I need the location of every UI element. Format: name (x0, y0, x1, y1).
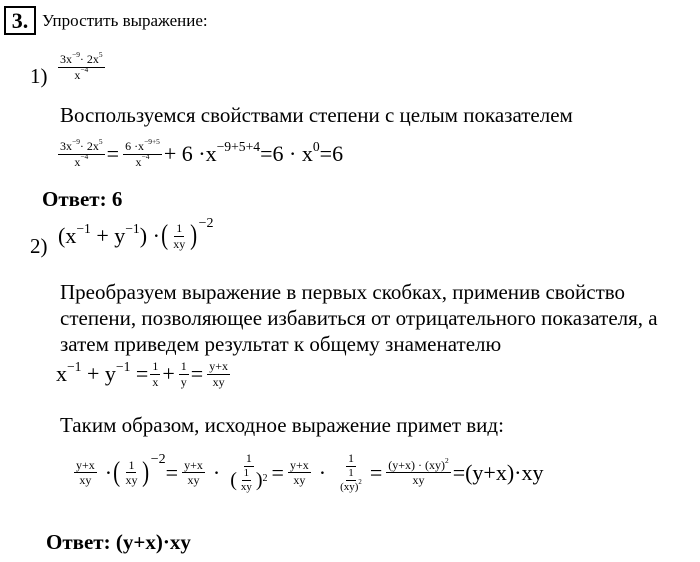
part1-explanation: Воспользуемся свойствами степени с целым показателем (60, 103, 573, 127)
part2-label: 2) (30, 234, 48, 258)
part2-text-line-2: степени, позволяющее избавиться от отрицательного показателя, а (60, 306, 658, 330)
part2-text-line-1: Преобразуем выражение в первых скобках, применив свойство (60, 280, 626, 304)
part2-text-line-3: затем приведем результат к общему знаменателю (60, 332, 502, 356)
task-prompt: Упростить выражение: (42, 11, 208, 30)
part2-expression: $(x^{-1} + y^{-1})$ · ( $\frac{1}{xy}$ ) $^{-2}$ (58, 215, 214, 252)
part2-answer: Ответ: (y+x)·xy (46, 530, 191, 554)
part1-answer: Ответ: 6 (42, 187, 123, 211)
task-number: 3. (4, 6, 36, 35)
part1-expression: $\frac{3x^{-9}\cdot 2x^5}{x^{-4}}$ (60, 49, 103, 82)
part1-solution: $\frac{3x^{-9}\cdot 2x^5}{x^{-4}}$ = $\frac{6 \cdot x^{-9+5}}{x^{-4}}$ + $6 \cdot x^{-9+5+4}=6 \cdot x^0=6$ (60, 136, 344, 169)
part2-step-1: $x^{-1} + y^{-1}$ = $\frac{1}{x}$ + $\frac{1}{y}$ = $\frac{y+x}{xy}$ (56, 358, 228, 389)
part2-result-text: Таким образом, исходное выражение примет вид: (60, 413, 504, 437)
part1-label: 1) (30, 64, 48, 88)
part2-step-2: $\frac{y+x}{xy}$ · ( $\frac{1}{xy}$ ) $^{-2}$ = $\frac{y+x}{xy}$ · 1 ( $\frac{1}{xy}$ ) $^2$ = $\frac{y+x}{xy}$ · $\frac{1}{\frac{1}{(xy)^2}}$ = $\frac{(y+x) \cdot (xy)^2}{xy}$ =(y+x)·xy (76, 451, 544, 494)
